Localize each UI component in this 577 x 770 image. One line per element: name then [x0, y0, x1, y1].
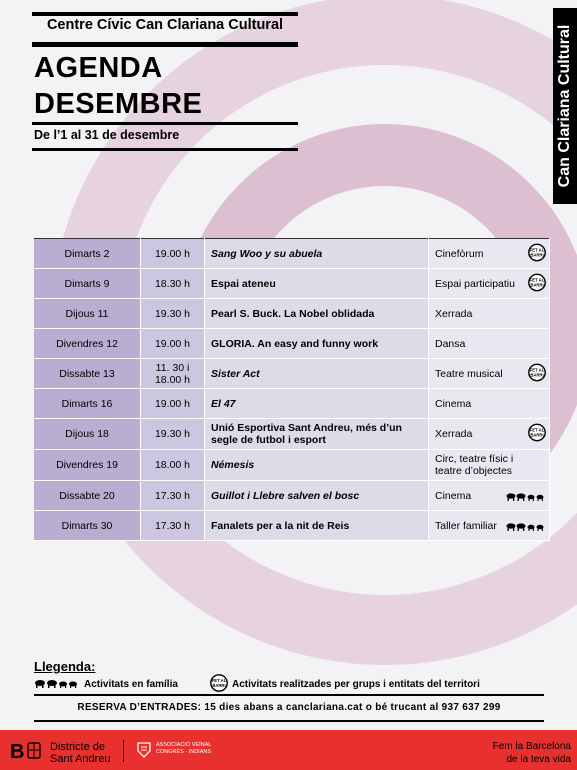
center-name: Centre Cívic Can Clariana Cultural [46, 17, 284, 33]
district-line-2: Sant Andreu [50, 753, 111, 765]
event-title: Unió Esportiva Sant Andreu, més d’un segle de futbol i esport [205, 419, 429, 450]
event-type: Xerrada [435, 428, 473, 440]
legend-family [34, 678, 178, 691]
footer-divider [123, 740, 124, 762]
title-line-2: DESEMBRE [34, 88, 203, 120]
svg-text:FET AL: FET AL [529, 367, 545, 372]
event-time: 18.00 h [141, 450, 205, 481]
event-title: El 47 [205, 389, 429, 419]
svg-text:FET AL: FET AL [211, 678, 227, 683]
footer [0, 730, 577, 770]
event-title: Guillot i Llebre salven el bosc [205, 481, 429, 511]
slogan-line-2: de la teva vida [506, 754, 571, 765]
event-type-cell [429, 511, 550, 541]
event-type-cell [429, 269, 550, 299]
event-type-cell [429, 450, 550, 481]
fet-al-barri-icon [210, 674, 228, 695]
svg-text:BARRI: BARRI [530, 432, 544, 438]
event-day: Divendres 12 [34, 329, 141, 359]
event-time: 17.30 h [141, 481, 205, 511]
assoc-line-1: ASSOCIACIÓ VEÏNAL [156, 742, 212, 748]
fet-al-barri-icon [528, 273, 546, 294]
event-type-cell [429, 329, 550, 359]
legend-title: Llegenda: [34, 659, 96, 674]
event-type-cell [429, 419, 550, 450]
reservation-text: RESERVA D’ENTRADES: 15 dies abans a canclariana.cat o bé trucant al 937 637 299 [77, 702, 501, 713]
legend-family-label: Activitats en família [84, 679, 178, 690]
event-day: Dissabte 20 [34, 481, 141, 511]
vertical-banner-text: Can Clariana Cultural [556, 24, 573, 188]
page-title [34, 50, 202, 122]
agenda-row [34, 299, 550, 329]
association-logo-icon [136, 741, 152, 764]
agenda-row [34, 481, 550, 511]
event-time: 19.30 h [141, 419, 205, 450]
event-type: Taller familiar [435, 519, 497, 532]
header-rule-sub [32, 148, 298, 151]
agenda-table [34, 238, 550, 541]
fet-al-barri-icon [528, 424, 546, 445]
agenda-row [34, 419, 550, 450]
district-line-1: Districte de [50, 741, 106, 753]
event-title: Némesis [205, 450, 429, 481]
event-type: Cinema [435, 397, 472, 410]
event-title: Fanalets per a la nit de Reis [205, 511, 429, 541]
header-rule-mid [32, 42, 298, 47]
svg-text:B: B [10, 741, 25, 762]
header-rule-bottom [32, 122, 298, 125]
vertical-banner [553, 8, 577, 204]
event-day: Dimarts 16 [34, 389, 141, 419]
event-type: Teatre musical [435, 367, 503, 380]
fet-al-barri-icon [528, 363, 546, 384]
event-type-cell [429, 359, 550, 389]
svg-text:FET AL: FET AL [529, 247, 545, 252]
event-day: Dimarts 2 [34, 239, 141, 269]
event-day: Divendres 19 [34, 450, 141, 481]
header-rule-top [32, 12, 298, 16]
event-type: Espai participatiu [435, 277, 515, 290]
event-title: GLORIA. An easy and funny work [205, 329, 429, 359]
reservation-bar [34, 694, 544, 722]
event-time: 18.30 h [141, 269, 205, 299]
agenda-row [34, 359, 550, 389]
district-name [50, 741, 111, 765]
event-type-cell [429, 481, 550, 511]
svg-text:BARRI: BARRI [212, 683, 226, 688]
event-time: 11. 30 i 18.00 h [141, 359, 205, 389]
svg-text:FET AL: FET AL [529, 277, 545, 282]
event-time: 19.00 h [141, 329, 205, 359]
agenda-row [34, 329, 550, 359]
event-type-cell [429, 239, 550, 269]
event-time: 19.00 h [141, 389, 205, 419]
event-type: Circ, teatre físic i teatre d’objectes [435, 453, 514, 477]
event-time: 17.30 h [141, 511, 205, 541]
event-type: Dansa [435, 337, 466, 350]
event-day: Dimarts 30 [34, 511, 141, 541]
event-type-cell [429, 299, 550, 329]
family-icon [506, 522, 546, 534]
event-type-cell [429, 389, 550, 419]
family-icon [34, 678, 80, 691]
event-title: Sang Woo y su abuela [205, 239, 429, 269]
agenda-row [34, 511, 550, 541]
footer-slogan [493, 740, 571, 766]
agenda-row [34, 239, 550, 269]
event-type: Xerrada [435, 307, 473, 320]
association-name [156, 742, 226, 756]
fet-al-barri-icon [528, 243, 546, 264]
event-day: Dijous 11 [34, 299, 141, 329]
event-time: 19.00 h [141, 239, 205, 269]
svg-text:BARRI: BARRI [530, 252, 544, 257]
svg-text:BARRI: BARRI [530, 282, 544, 287]
family-icon [506, 492, 546, 504]
title-line-1: AGENDA [34, 52, 163, 84]
event-title: Espai ateneu [205, 269, 429, 299]
svg-text:FET AL: FET AL [529, 427, 545, 433]
event-type: Cinema [435, 489, 472, 502]
barcelona-logo-icon [10, 740, 44, 767]
slogan-line-1: Fem la Barcelona [492, 741, 571, 752]
assoc-line-2: CONGRÉS - INDIANS [156, 749, 212, 755]
event-type: Cinefòrum [435, 247, 484, 260]
date-range: De l’1 al 31 de desembre [34, 128, 180, 142]
event-day: Dissabte 13 [34, 359, 141, 389]
agenda-row [34, 389, 550, 419]
event-title: Sister Act [205, 359, 429, 389]
svg-text:BARRI: BARRI [530, 372, 544, 377]
legend-groups [210, 674, 480, 695]
agenda-row [34, 269, 550, 299]
event-day: Dijous 18 [34, 419, 141, 450]
event-day: Dimarts 9 [34, 269, 141, 299]
event-time: 19.30 h [141, 299, 205, 329]
event-title: Pearl S. Buck. La Nobel oblidada [205, 299, 429, 329]
legend-groups-label: Activitats realitzades per grups i entitats del territori [232, 679, 480, 690]
agenda-row [34, 450, 550, 481]
